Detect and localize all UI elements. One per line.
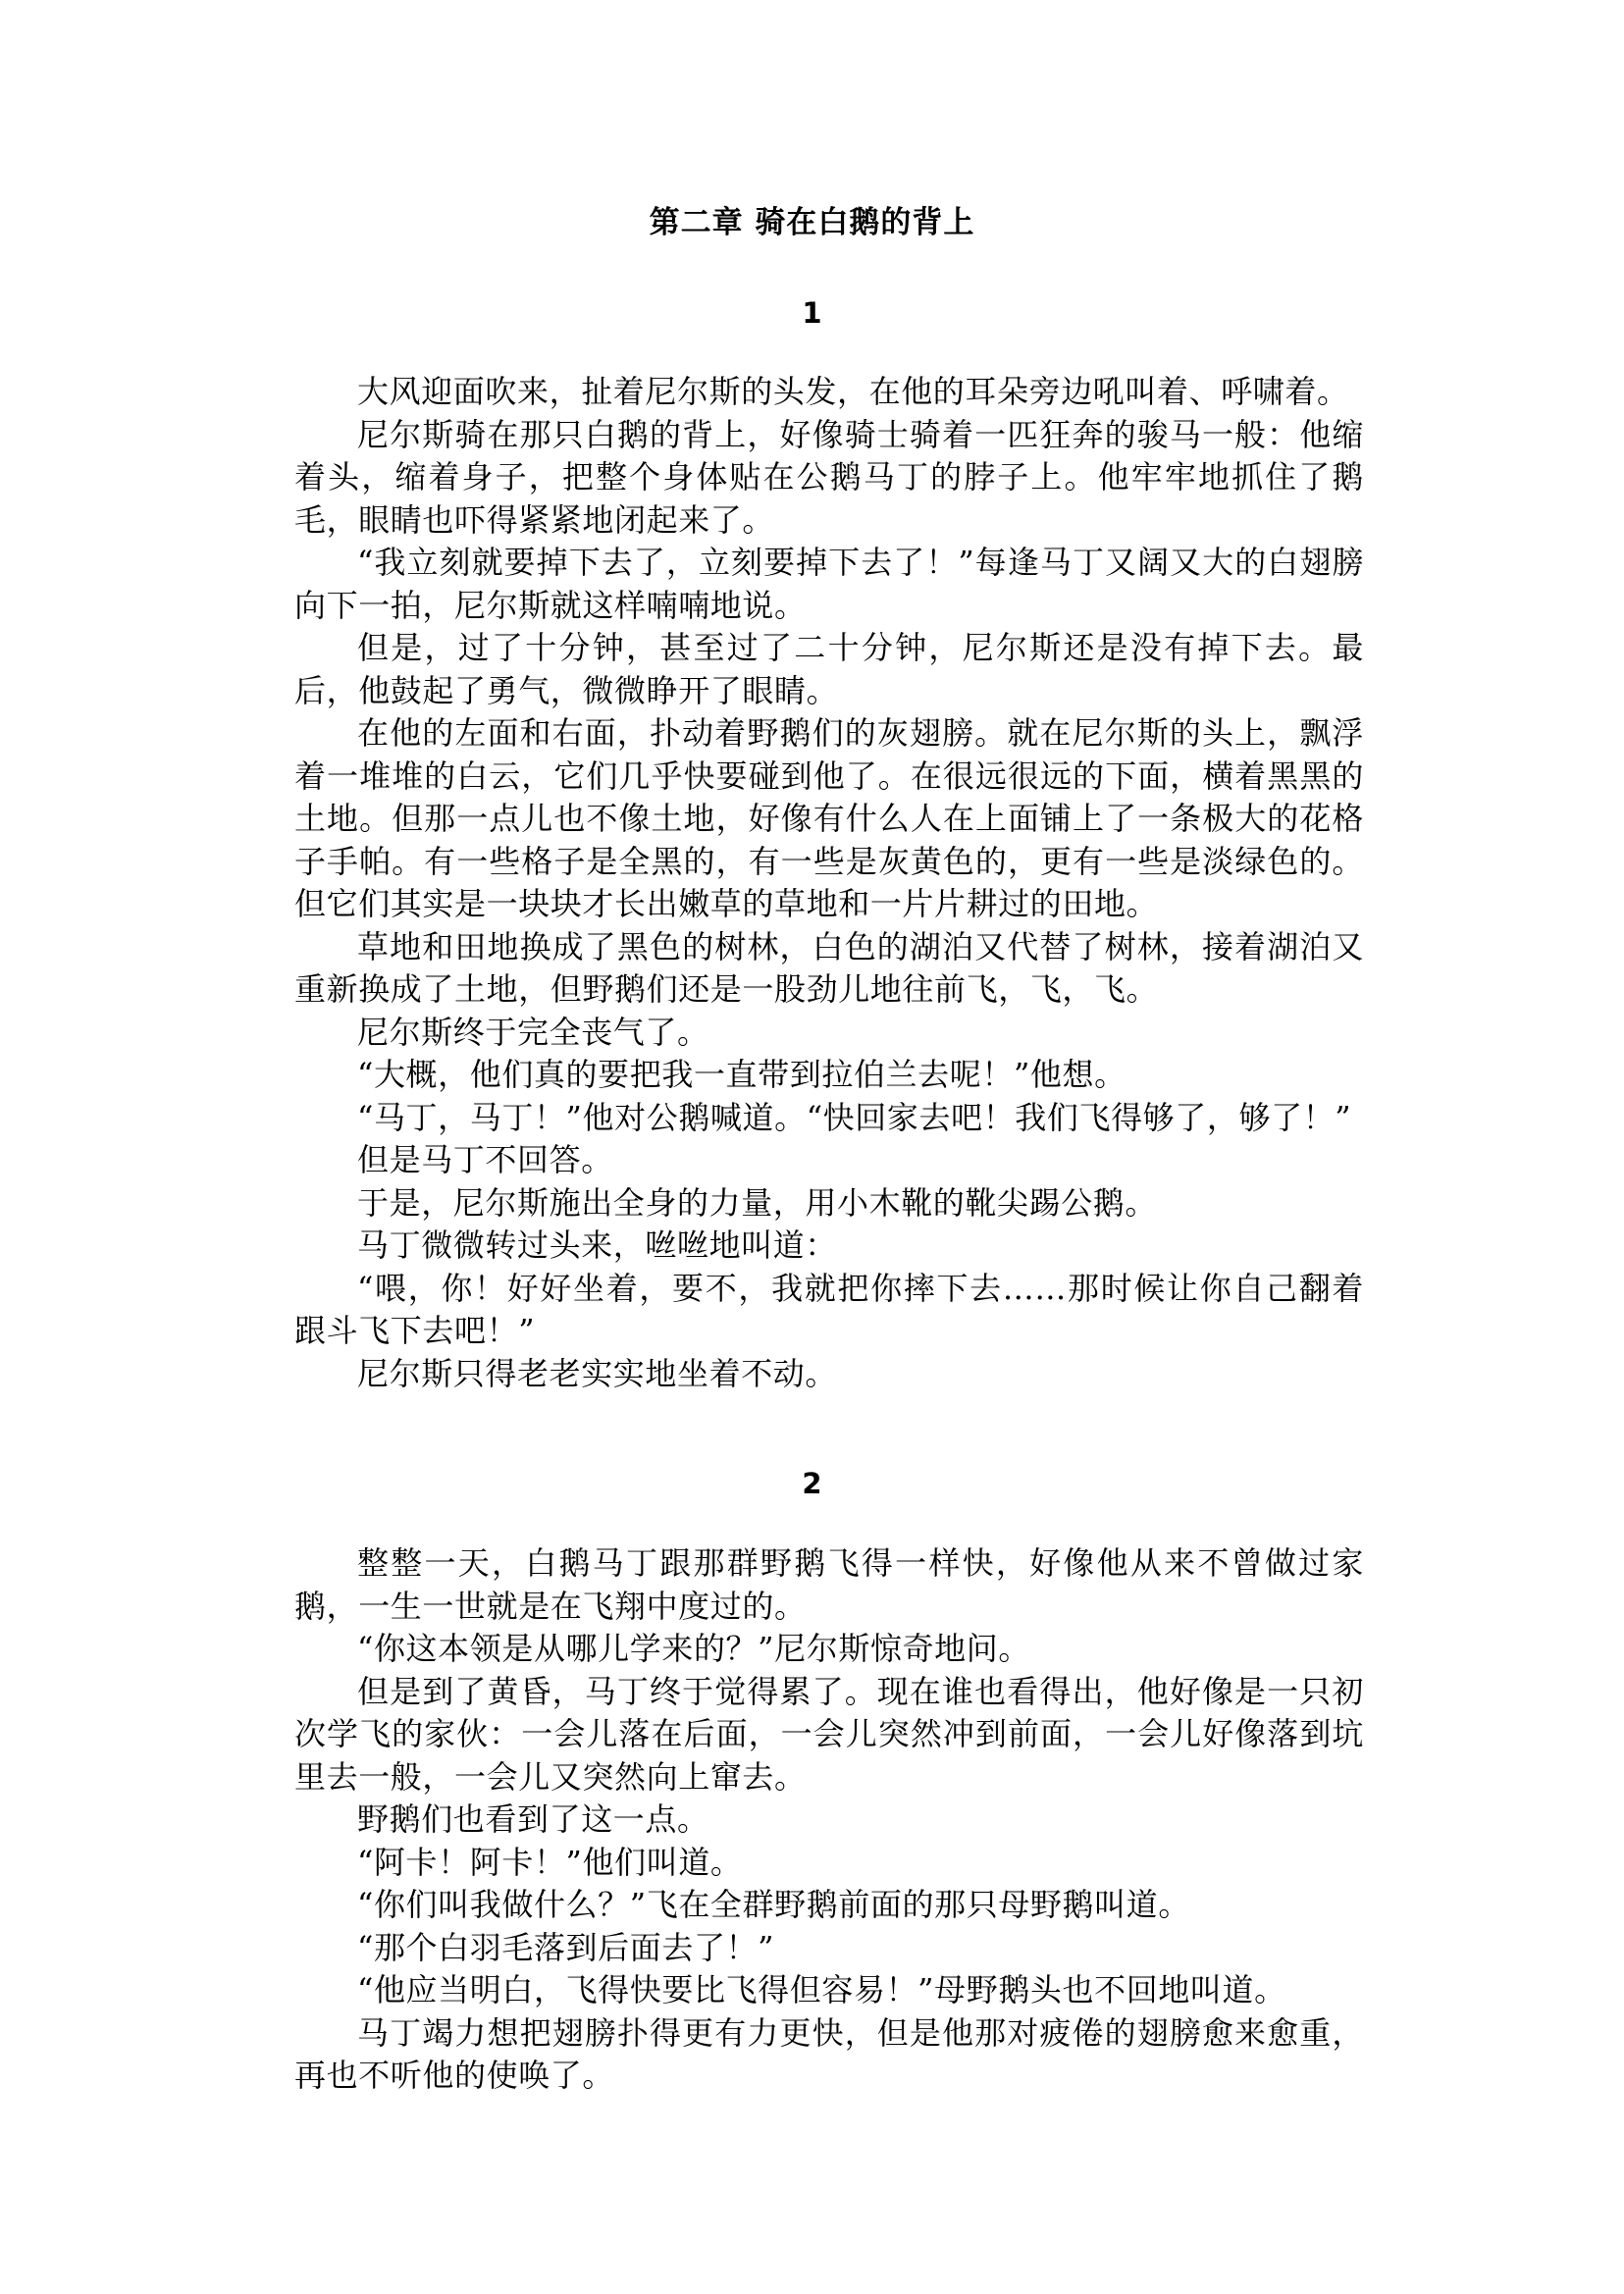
paragraph: “我立刻就要掉下去了，立刻要掉下去了！”每逢马丁又阔又大的白翅膀向下一拍，尼尔斯就这样喃喃地说。 [294,544,1364,624]
paragraph: “你们叫我做什么？”飞在全群野鹅前面的那只母野鹅叫道。 [357,1886,1190,1923]
paragraph: 于是，尼尔斯施出全身的力量，用小木靴的靴尖踢公鹅。 [357,1183,1158,1222]
section-number-1: 1 [802,296,822,330]
paragraph: 大风迎面吹来，扯着尼尔斯的头发，在他的耳朵旁边吼叫着、呼啸着。 [357,373,1349,410]
paragraph: 在他的左面和右面，扑动着野鹅们的灰翅膀。就在尼尔斯的头上，飘浮着一堆堆的白云，它们几乎快要碰到他了。在很远很远的下面，横着黑黑的土地。但那一点儿也不像土地，好像有什么人在上面铺上了一条极大的花格子手帕。有一些格子是全黑的，有一些是灰黄色的，更有一些是淡绿色的。但它们其实是一块块才长出嫩草的草地和一片片耕过的田地。 [294,714,1364,922]
paragraph: 尼尔斯终于完全丧气了。 [357,1013,709,1051]
paragraph: “那个白羽毛落到后面去了！” [357,1928,775,1966]
paragraph: 尼尔斯只得老老实实地坐着不动。 [357,1354,838,1392]
paragraph: 马丁微微转过头来，咝咝地叫道： [357,1226,838,1264]
paragraph: “他应当明白，飞得快要比飞得但容易！”母野鹅头也不回地叫道。 [357,1971,1286,2008]
paragraph: 尼尔斯骑在那只白鹅的背上，好像骑士骑着一匹狂奔的骏马一般：他缩着头，缩着身子，把整个身体贴在公鹅马丁的脖子上。他牢牢地抓住了鹅毛，眼睛也吓得紧紧地闭起来了。 [294,415,1364,539]
paragraph: “大概，他们真的要把我一直带到拉伯兰去呢！”他想。 [357,1056,1126,1093]
section-number-2: 2 [802,1467,822,1500]
paragraph: 野鹅们也看到了这一点。 [357,1800,709,1838]
paragraph: 马丁竭力想把翅膀扑得更有力更快，但是他那对疲倦的翅膀愈来愈重，再也不听他的使唤了。 [294,2013,1364,2094]
section-2-body [294,1542,1364,2098]
paragraph: 但是，过了十分钟，甚至过了二十分钟，尼尔斯还是没有掉下去。最后，他鼓起了勇气，微微睁开了眼睛。 [294,629,1364,709]
paragraph: 但是马丁不回答。 [357,1141,613,1178]
paragraph: “你这本领是从哪儿学来的？”尼尔斯惊奇地问。 [357,1630,1030,1667]
chapter-title: 第二章 骑在白鹅的背上 [649,205,975,240]
paragraph: 但是到了黄昏，马丁终于觉得累了。现在谁也看得出，他好像是一只初次学飞的家伙：一会儿落在后面，一会儿突然冲到前面，一会儿好像落到坑里去一般，一会儿又突然向上窜去。 [294,1672,1364,1796]
section-1-body [294,371,1364,1395]
paragraph: “喂，你！好好坐着，要不，我就把你摔下去……那时候让你自己翻着跟斗飞下去吧！” [294,1269,1364,1349]
paragraph: “阿卡！阿卡！”他们叫道。 [357,1843,743,1881]
paragraph: 草地和田地换成了黑色的树林，白色的湖泊又代替了树林，接着湖泊又重新换成了土地，但野鹅们还是一股劲儿地往前飞，飞，飞。 [294,927,1364,1008]
paragraph: 整整一天，白鹅马丁跟那群野鹅飞得一样快，好像他从来不曾做过家鹅，一生一世就是在飞翔中度过的。 [294,1544,1364,1625]
paragraph: “马丁，马丁！”他对公鹅喊道。“快回家去吧！我们飞得够了，够了！” [357,1098,1352,1136]
